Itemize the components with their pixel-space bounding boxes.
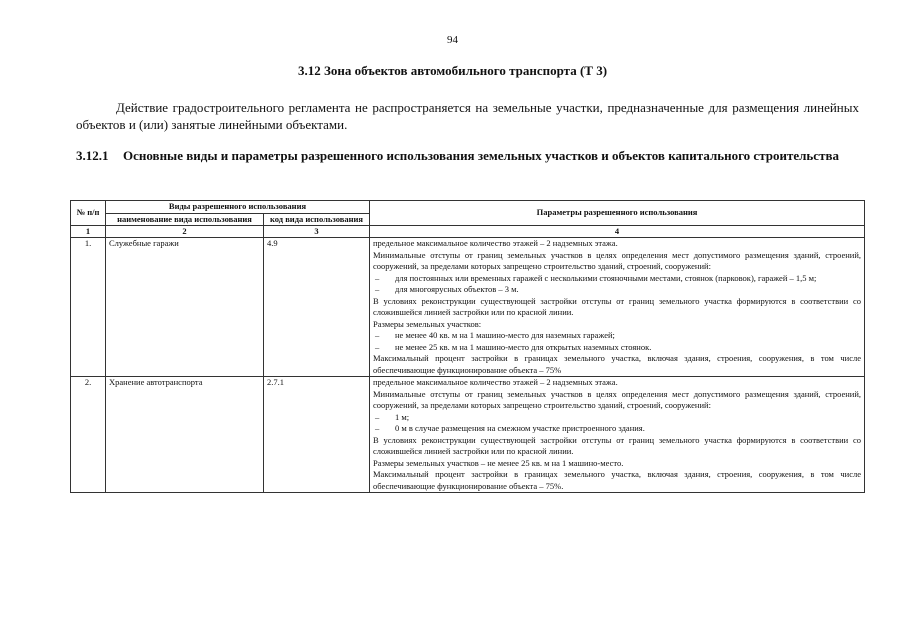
usage-parameters	[370, 377, 865, 493]
param-paragraph: Размеры земельных участков:	[373, 318, 482, 329]
param-paragraph: Максимальный процент застройки в границах земельного участка, включая здания, строения, сооружения, в том числе обеспечивающие функционирование объекта – 75%	[373, 353, 861, 375]
param-list-item	[373, 423, 861, 435]
dash-bullet: –	[375, 411, 380, 422]
param-paragraph: В условиях реконструкции существующей застройки отступы от границ земельного участка формируются в соответствии со сложившейся линией застройки или по красной линии.	[373, 434, 861, 456]
section-title: 3.12 Зона объектов автомобильного транспорта (Т 3)	[297, 63, 608, 78]
intro-paragraph: Действие градостроительного регламента не распространяется на земельные участки, предназначенные для размещения линейных объектов и (или) занятые линейными объектами.	[76, 100, 859, 132]
param-list-text: не менее 40 кв. м на 1 машино-место для наземных гаражей;	[395, 330, 615, 340]
header-num: № п/п	[71, 201, 106, 226]
param-list-text: для многоярусных объектов – 3 м.	[395, 284, 519, 294]
param-list-text: 1 м;	[395, 411, 410, 422]
param-list-text: 0 м в случае размещения на смежном участке пристроенного здания.	[395, 423, 645, 433]
subsection-number: 3.12.1	[76, 148, 109, 163]
param-paragraph: Минимальные отступы от границ земельных участков в целях определения мест допустимого размещения зданий, строений, сооружений, за пределами которых запрещено строительство зданий, строений, сооружений:	[373, 388, 861, 410]
regulations-table	[70, 200, 865, 493]
dash-bullet: –	[375, 284, 380, 294]
table-body	[71, 238, 865, 493]
usage-code: 2.7.1	[264, 377, 370, 493]
header-params: Параметры разрешенного использования	[370, 201, 865, 226]
header-usage-name: наименование вида использования	[106, 213, 264, 226]
header-usage-code: код вида использования	[264, 213, 370, 226]
column-index: 4	[370, 226, 865, 238]
row-number: 2.	[71, 377, 106, 493]
param-list-item	[373, 342, 861, 354]
table-row	[71, 377, 865, 493]
param-paragraph: Размеры земельных участков – не менее 25 кв. м на 1 машино-место.	[373, 457, 624, 468]
dash-bullet: –	[375, 423, 380, 433]
dash-bullet: –	[375, 341, 380, 352]
param-list-text: не менее 25 кв. м на 1 машино-место для открытых наземных стоянок.	[395, 341, 652, 352]
header-usage-types: Виды разрешенного использования	[106, 201, 370, 214]
usage-code: 4.9	[264, 238, 370, 377]
param-list-item	[373, 412, 861, 424]
param-paragraph: В условиях реконструкции существующей застройки отступы от границ земельного участка формируются в соответствии со сложившейся линией застройки или по красной линии.	[373, 295, 861, 317]
column-index-row	[71, 226, 865, 238]
param-list-text: для постоянных или временных гаражей с несколькими стояночными местами, стоянок (парковок), гаражей – 1,5 м;	[395, 272, 817, 283]
param-list-item	[373, 273, 861, 285]
table-row	[71, 238, 865, 377]
column-index: 1	[71, 226, 106, 238]
subsection-title: Основные виды и параметры разрешенного использования земельных участков и объектов капитального строительства	[123, 148, 839, 163]
param-paragraph: предельное максимальное количество этажей – 2 надземных этажа.	[373, 377, 618, 387]
param-paragraph: предельное максимальное количество этажей – 2 надземных этажа.	[373, 238, 618, 248]
usage-name: Служебные гаражи	[106, 238, 264, 377]
column-index: 3	[264, 226, 370, 238]
param-paragraph: Максимальный процент застройки в границах земельного участка, включая здания, строения, сооружения, в том числе обеспечивающие функционирование объекта – 75%.	[373, 469, 861, 491]
dash-bullet: –	[375, 272, 380, 283]
column-index: 2	[106, 226, 264, 238]
param-list-item	[373, 330, 861, 342]
param-paragraph: Минимальные отступы от границ земельных участков в целях определения мест допустимого размещения зданий, строений, сооружений, за пределами которых запрещено строительство зданий, строений, сооружений:	[373, 249, 861, 271]
page-number: 94	[447, 34, 458, 46]
usage-name: Хранение автотранспорта	[106, 377, 264, 493]
param-list-item	[373, 284, 861, 296]
usage-parameters	[370, 238, 865, 377]
dash-bullet: –	[375, 330, 380, 340]
row-number: 1.	[71, 238, 106, 377]
